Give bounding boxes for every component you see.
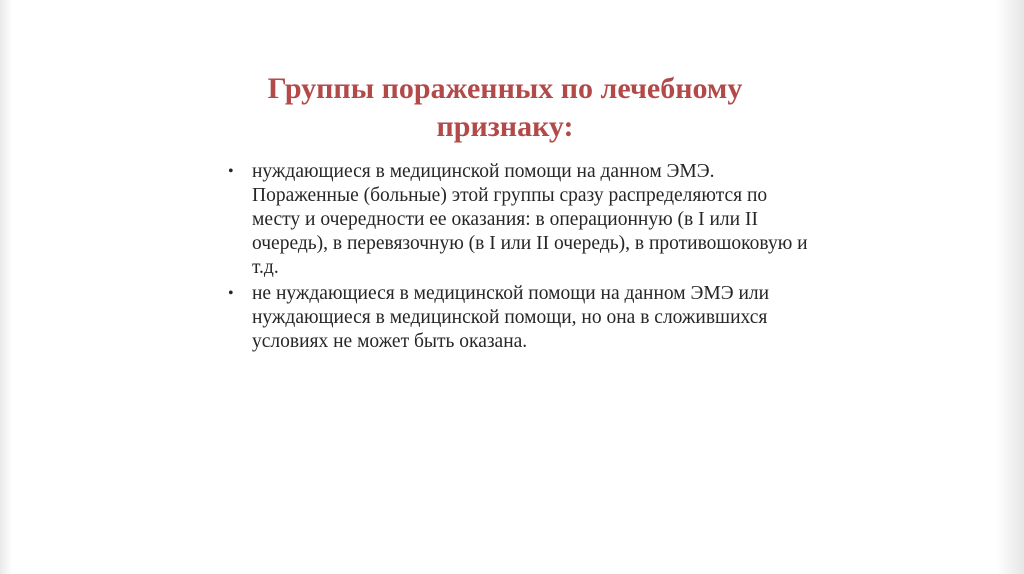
right-edge-shadow: [996, 0, 1024, 574]
bullet-text: не нуждающиеся в медицинской помощи на данном ЭМЭ или нуждающиеся в медицинской помощи, но она в сложившихся условиях не может быть оказана.: [252, 283, 770, 352]
slide-title-line-1: Группы пораженных по лечебному: [267, 72, 743, 105]
list-item: [228, 160, 808, 280]
list-item: [228, 282, 808, 354]
left-edge-shadow: [0, 0, 12, 574]
slide-title-line-2: признаку:: [436, 110, 574, 143]
bullet-dot-icon: •: [228, 285, 234, 302]
bullet-list: [228, 160, 808, 356]
bullet-text: нуждающиеся в медицинской помощи на данном ЭМЭ. Пораженные (больные) этой группы сразу распределяются по месту и очередности ее оказания: в операционную (в I или II очередь), в перевязочную (в I или II очередь), в противошоковую и т.д.: [252, 161, 808, 278]
slide-title: [200, 70, 810, 146]
bullet-dot-icon: •: [228, 163, 234, 180]
